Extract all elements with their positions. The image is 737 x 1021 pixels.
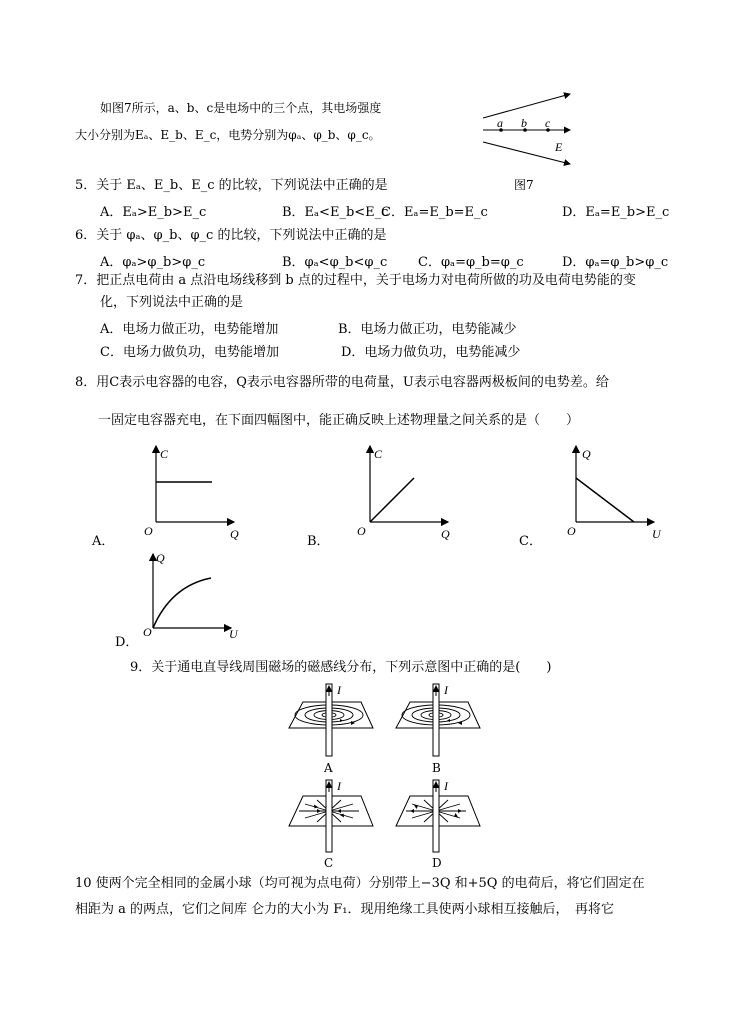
q9-label-a: A	[324, 761, 333, 775]
fig7-label-a: a	[497, 116, 503, 130]
q6-option-d: D．φₐ=φ_b>φ_c	[562, 255, 669, 270]
q8-graph-d-y-label: Q	[156, 551, 165, 565]
q8-stem-line-1: 8．用C表示电容器的电容，Q表示电容器所带的电荷量，U表示电容器两极板间的电势差。给	[75, 375, 609, 390]
q8-graph-b-y-label: C	[374, 447, 383, 461]
q10-line-2: 相距为 a 的两点，它们之间库 仑力的大小为 F₁．现用绝缘工具使两小球相互接触后， 再将它	[75, 902, 615, 917]
q9-label-b: B	[432, 761, 441, 775]
q8-graph-b-origin: O	[357, 524, 366, 538]
q8-graph-d-letter: D．	[115, 635, 139, 650]
intro-line-1: 如图7所示，a、b、c是电场中的三个点，其电场强度	[100, 101, 382, 115]
figure-7-field-lines	[478, 90, 588, 165]
q9-stem: 9．关于通电直导线周围磁场的磁感线分布，下列示意图中正确的是( )	[130, 660, 552, 675]
q9-label-c: C	[324, 856, 334, 870]
q7-stem-line-1: 7．把正点电荷由 a 点沿电场线移到 b 点的过程中，关于电场力对电荷所做的功及电荷电势能的变	[75, 273, 636, 288]
q5-option-b: B．Eₐ<E_b<E_c	[282, 205, 389, 220]
q9-d-current-label: I	[444, 779, 448, 793]
q8-graph-d-origin: O	[143, 625, 152, 639]
q5-stem: 5．关于 Eₐ、E_b、E_c 的比较，下列说法中正确的是	[75, 178, 388, 193]
q8-graph-c-x-label: U	[652, 527, 661, 541]
q9-c-current-label: I	[337, 779, 341, 793]
q9-diagram-c	[285, 778, 375, 853]
q8-graph-a-origin: O	[144, 524, 153, 538]
q7-option-c: C．电场力做负功，电势能增加	[100, 345, 279, 360]
q7-option-d: D．电场力做负功，电势能减少	[341, 345, 521, 360]
q9-diagram-a	[285, 682, 375, 757]
fig7-label-b: b	[521, 116, 527, 130]
q8-graph-d-x-label: U	[229, 627, 238, 641]
q8-graph-a-x-label: Q	[230, 527, 239, 541]
q7-option-b: B．电场力做正功，电势能减少	[338, 322, 517, 337]
q9-diagram-b	[392, 682, 482, 757]
intro-line-2: 大小分别为Eₐ、E_b、E_c，电势分别为φₐ、φ_b、φ_c。	[75, 128, 381, 142]
q9-label-d: D	[432, 856, 442, 870]
q5-option-d: D．Eₐ=E_b>E_c	[562, 205, 670, 220]
q10-line-1: 10 使两个完全相同的金属小球（均可视为点电荷）分别带上−3Q 和+5Q 的电荷后，将它们固定在	[75, 876, 645, 891]
fig7-label-E: E	[555, 140, 563, 154]
fig7-caption: 图7	[514, 178, 534, 192]
q7-option-a: A．电场力做正功，电势能增加	[100, 322, 279, 337]
q8-graph-c-origin: O	[567, 524, 576, 538]
q6-option-b: B．φₐ<φ_b<φ_c	[282, 255, 388, 270]
q6-stem: 6．关于 φₐ、φ_b、φ_c 的比较，下列说法中正确的是	[75, 228, 387, 243]
q7-stem-line-2: 化，下列说法中正确的是	[100, 295, 244, 310]
q9-diagram-d	[392, 778, 482, 853]
q8-graph-a-letter: A．	[92, 534, 115, 549]
q8-graph-c-y-label: Q	[582, 447, 591, 461]
fig7-label-c: c	[545, 116, 551, 130]
q9-b-current-label: I	[444, 683, 448, 697]
q6-option-c: C．φₐ=φ_b=φ_c	[418, 255, 524, 270]
q8-stem-line-2: 一固定电容器充电，在下面四幅图中，能正确反映上述物理量之间关系的是（ ）	[98, 413, 580, 428]
q9-a-current-label: I	[337, 683, 341, 697]
q8-graph-b-letter: B．	[307, 534, 330, 549]
q8-graph-b-x-label: Q	[441, 527, 450, 541]
q8-graph-c-letter: C．	[519, 534, 542, 549]
q6-option-a: A．φₐ>φ_b>φ_c	[100, 255, 206, 270]
q5-option-a: A．Eₐ>E_b>E_c	[100, 205, 207, 220]
q8-graph-a-y-label: C	[160, 447, 169, 461]
q5-option-c: C．Eₐ=E_b=E_c	[381, 205, 488, 220]
